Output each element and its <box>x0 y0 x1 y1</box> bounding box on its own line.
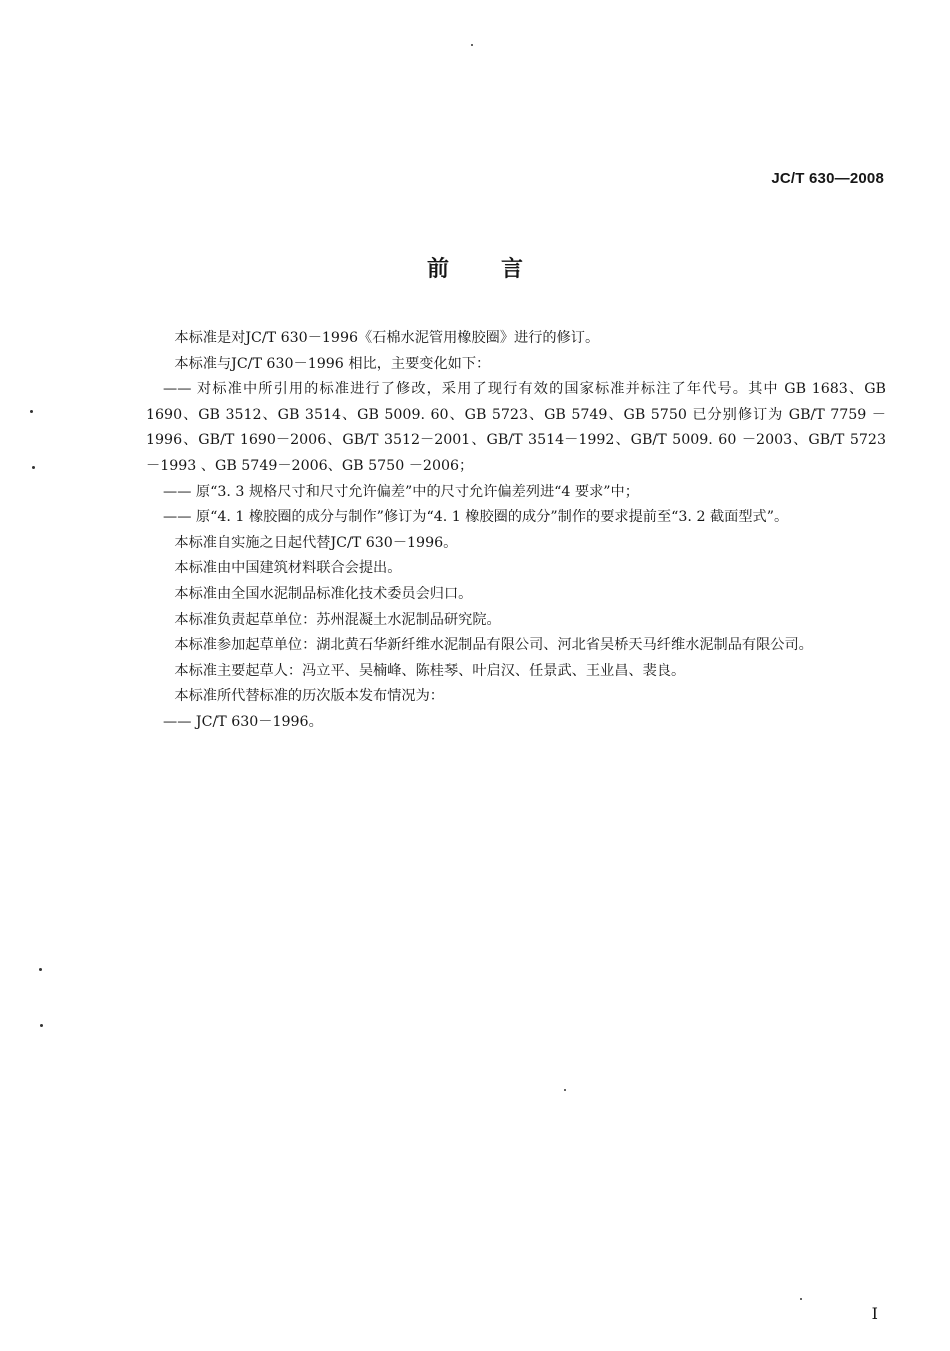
paragraph-main-changes: 本标准与JC/T 630－1996 相比，主要变化如下： <box>174 355 491 372</box>
scan-speck <box>471 44 473 46</box>
scan-speck <box>30 410 33 413</box>
scan-speck <box>39 968 42 971</box>
change-item-composition: —— 原“4. 1 橡胶圈的成分与制作”修订为“4. 1 橡胶圈的成分”制作的要求提前至“3. 2 截面型式”。 <box>163 509 789 526</box>
paragraph-history-intro: 本标准所代替标准的历次版本发布情况为： <box>174 688 444 705</box>
change-item-tolerance: —— 原“3. 3 规格尺寸和尺寸允许偏差”中的尺寸允许偏差列进“4 要求”中； <box>163 483 639 500</box>
page-number: I <box>871 1304 878 1323</box>
scan-speck <box>800 1298 802 1300</box>
paragraph-proposed-by: 本标准由中国建筑材料联合会提出。 <box>174 560 402 577</box>
scan-speck <box>564 1089 566 1091</box>
paragraph-revision-of: 本标准是对JC/T 630－1996《石棉水泥管用橡胶圈》进行的修订。 <box>174 330 600 346</box>
paragraph-main-authors: 本标准主要起草人：冯立平、吴楠峰、陈桂琴、叶启汉、任景武、王业昌、裴良。 <box>174 662 686 679</box>
paragraph-replaces: 本标准自实施之日起代替JC/T 630－1996。 <box>174 534 458 551</box>
paragraph-centralized-by: 本标准由全国水泥制品标准化技术委员会归口。 <box>174 585 473 602</box>
standard-code: JC/T 630—2008 <box>771 170 884 187</box>
foreword-body <box>146 326 886 736</box>
paragraph-responsible-drafter: 本标准负责起草单位：苏州混凝土水泥制品研究院。 <box>174 611 501 628</box>
paragraph-participating-drafters: 本标准参加起草单位：湖北黄石华新纤维水泥制品有限公司、河北省吴桥天马纤维水泥制品有限公司。 <box>174 637 813 654</box>
history-item: —— JC/T 630－1996。 <box>163 713 323 730</box>
page-title: 前言 <box>426 256 575 282</box>
scan-speck <box>32 466 35 469</box>
scan-speck <box>40 1024 43 1027</box>
change-item-references: —— 对标准中所引用的标准进行了修改，采用了现行有效的国家标准并标注了年代号。其中 GB 1683、GB 1690、GB 3512、GB 3514、GB 5009. 60、GB 5723、GB 5749、GB 5750 已分别修订为 GB/T 7759 －1996、GB/T 1690－2006、GB/T 3512－2001、GB/T 3514－1992、GB/T 5009. 60 －2003、GB/T 5723 －1993 、GB 5749－2006、GB 5750 －2006； <box>146 381 886 474</box>
